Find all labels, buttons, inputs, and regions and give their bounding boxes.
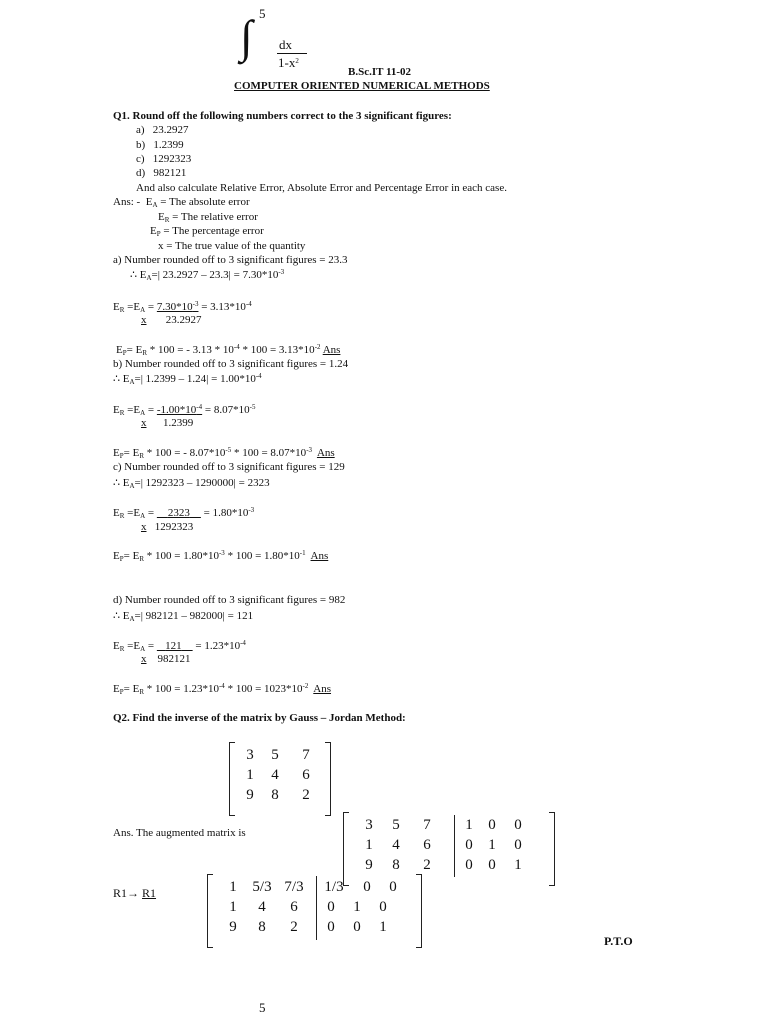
sol-a-ep: $E_P= E_R * 100$ = - $3.13 * 10^{-4} * 100 = 3.13*10^{-2}$ Ans bbox=[116, 343, 341, 357]
sol-a-ea: ∴ $E_A=|$ $23.2927 - 23.3| = 7.30*10^{-3}$ bbox=[130, 268, 285, 282]
matrix-cell: 8 bbox=[258, 919, 266, 935]
aug-right-bracket bbox=[549, 812, 555, 886]
sol-d-rounded: d) Number rounded off to 3 significant figures = 982 bbox=[113, 594, 346, 606]
matrix-cell: 1 bbox=[379, 919, 387, 935]
sol-c-rounded: c) Number rounded off to 3 significant figures = 129 bbox=[113, 461, 345, 473]
matrix-cell: 0 bbox=[514, 817, 522, 833]
augmented-label: Ans. The augmented matrix is bbox=[113, 827, 246, 839]
matrix-cell: 0 bbox=[353, 919, 361, 935]
sol-c-ep: $E_P= E_R * 100 = 1.80*10^{-3} * 100 = 1.80*10^{-1}$ Ans bbox=[113, 549, 329, 563]
matrix-cell: 0 bbox=[327, 899, 335, 915]
matrix-cell: 6 bbox=[423, 837, 431, 853]
matrix-cell: 0 bbox=[465, 837, 473, 853]
course-code: B.Sc.IT 11-02 bbox=[348, 66, 412, 78]
matrix-cell: 0 bbox=[363, 879, 371, 895]
matrix-cell: 5/3 bbox=[252, 879, 272, 895]
matrix-cell: 7 bbox=[302, 747, 310, 763]
q2-title: Q2. Find the inverse of the matrix by Gauss – Jordan Method: bbox=[113, 712, 406, 724]
matrix-cell: 7/3 bbox=[284, 879, 304, 895]
sol-b-ep: $E_P= E_R * 100$ = - $8.07*10^{-5} * 100 = 8.07*10^{-3}$ Ans bbox=[113, 446, 335, 460]
sol-d-ep: $E_P= E_R * 100 = 1.23*10^{-4} * 100 = 1023*10^{-2}$ Ans bbox=[113, 682, 332, 696]
matrix-cell: 0 bbox=[488, 817, 496, 833]
step-right-bracket bbox=[416, 874, 422, 948]
pto-label: P.T.O bbox=[604, 934, 633, 948]
matrix-cell: 1 bbox=[465, 817, 473, 833]
matrix-cell: 1 bbox=[488, 837, 496, 853]
step-left-bracket bbox=[207, 874, 213, 948]
q1-item-d: d) 982121 bbox=[136, 167, 187, 179]
sol-d-er: $E_R =E_A$ = 121 = $1.23*10^{-4}$ bbox=[113, 639, 246, 653]
matrix-cell: 1 bbox=[514, 857, 522, 873]
matrix-right-bracket bbox=[325, 742, 331, 816]
matrix-cell: 6 bbox=[290, 899, 298, 915]
matrix-cell: 2 bbox=[302, 787, 310, 803]
matrix-cell: 8 bbox=[271, 787, 279, 803]
matrix-cell: 8 bbox=[392, 857, 400, 873]
matrix-cell: 1/3 bbox=[324, 879, 344, 895]
def-absolute-error: Ans: - $E_A$ = The absolute error bbox=[113, 196, 250, 209]
matrix-cell: 1 bbox=[246, 767, 254, 783]
matrix-cell: 1 bbox=[365, 837, 373, 853]
matrix-cell: 1 bbox=[229, 879, 237, 895]
integral-numerator: dx bbox=[279, 37, 292, 52]
integral-upper-limit: 5 bbox=[259, 6, 266, 21]
matrix-cell: 5 bbox=[271, 747, 279, 763]
sol-a-rounded: a) Number rounded off to 3 significant figures = 23.3 bbox=[113, 254, 348, 266]
matrix-cell: 1 bbox=[229, 899, 237, 915]
q1-title: Q1. Round off the following numbers correct to the 3 significant figures: bbox=[113, 110, 452, 122]
matrix-cell: 0 bbox=[465, 857, 473, 873]
fraction-bar bbox=[277, 53, 307, 54]
sol-d-ea: ∴ $E_A=|$ 982121 – 982000| = 121 bbox=[113, 610, 254, 623]
integral-denominator: $1-x^2$ bbox=[278, 55, 299, 70]
matrix-cell: 9 bbox=[246, 787, 254, 803]
sol-c-er: $E_R =E_A$ = 2323 = $1.80*10^{-3}$ bbox=[113, 506, 255, 520]
matrix-cell: 3 bbox=[365, 817, 373, 833]
right-arrow-icon: → bbox=[127, 886, 140, 900]
sol-b-er: $E_R =E_A = -1.00*10^{-4} = 8.07*10^{-5}$ bbox=[113, 403, 256, 417]
matrix-cell: 9 bbox=[365, 857, 373, 873]
matrix-cell: 3 bbox=[246, 747, 254, 763]
sol-a-er: $E_R =E_A = 7.30*10^{-3} = 3.13*10^{-4}$ bbox=[113, 300, 252, 314]
matrix-cell: 5 bbox=[392, 817, 400, 833]
matrix-cell: 6 bbox=[302, 767, 310, 783]
course-title: COMPUTER ORIENTED NUMERICAL METHODS bbox=[234, 80, 490, 92]
matrix-cell: 4 bbox=[271, 767, 279, 783]
row-op-label: R1→ R1 bbox=[113, 886, 157, 900]
matrix-cell: 4 bbox=[258, 899, 266, 915]
matrix-cell: 2 bbox=[423, 857, 431, 873]
def-true-value: x = The true value of the quantity bbox=[158, 240, 306, 252]
matrix-cell: 1 bbox=[353, 899, 361, 915]
integral-sign-icon: ∫ bbox=[240, 11, 253, 62]
matrix-cell: 2 bbox=[290, 919, 298, 935]
sol-b-rounded: b) Number rounded off to 3 significant figures = 1.24 bbox=[113, 358, 349, 370]
step-separator bbox=[316, 876, 317, 940]
q1-item-c: c) 1292323 bbox=[136, 153, 192, 165]
matrix-cell: 0 bbox=[327, 919, 335, 935]
matrix-cell: 9 bbox=[229, 919, 237, 935]
footer-number: 5 bbox=[259, 1000, 266, 1015]
sol-d-er-den: x 982121 bbox=[141, 653, 191, 665]
sol-c-ea: ∴ $E_A=|$ 1292323 – 1290000| = 2323 bbox=[113, 477, 270, 490]
sol-b-er-den: x 1.2399 bbox=[141, 417, 194, 429]
def-relative-error: $E_R$ = The relative error bbox=[158, 211, 258, 224]
matrix-cell: 0 bbox=[379, 899, 387, 915]
matrix-cell: 0 bbox=[514, 837, 522, 853]
sol-c-er-den: x 1292323 bbox=[141, 521, 194, 533]
sol-b-ea: ∴ $E_A=|$ $1.2399 - 1.24| = 1.00*10^{-4}$ bbox=[113, 372, 262, 386]
aug-left-bracket bbox=[343, 812, 349, 886]
aug-separator bbox=[454, 815, 455, 877]
matrix-cell: 4 bbox=[392, 837, 400, 853]
q1-item-a: a) 23.2927 bbox=[136, 124, 189, 136]
matrix-cell: 7 bbox=[423, 817, 431, 833]
def-percentage-error: $E_P$ = The percentage error bbox=[150, 225, 264, 238]
q1-item-b: b) 1.2399 bbox=[136, 139, 184, 151]
matrix-cell: 0 bbox=[488, 857, 496, 873]
matrix-left-bracket bbox=[229, 742, 235, 816]
matrix-cell: 0 bbox=[389, 879, 397, 895]
q1-instruction: And also calculate Relative Error, Absolute Error and Percentage Error in each case. bbox=[136, 182, 507, 194]
sol-a-er-den: x 23.2927 bbox=[141, 314, 202, 326]
